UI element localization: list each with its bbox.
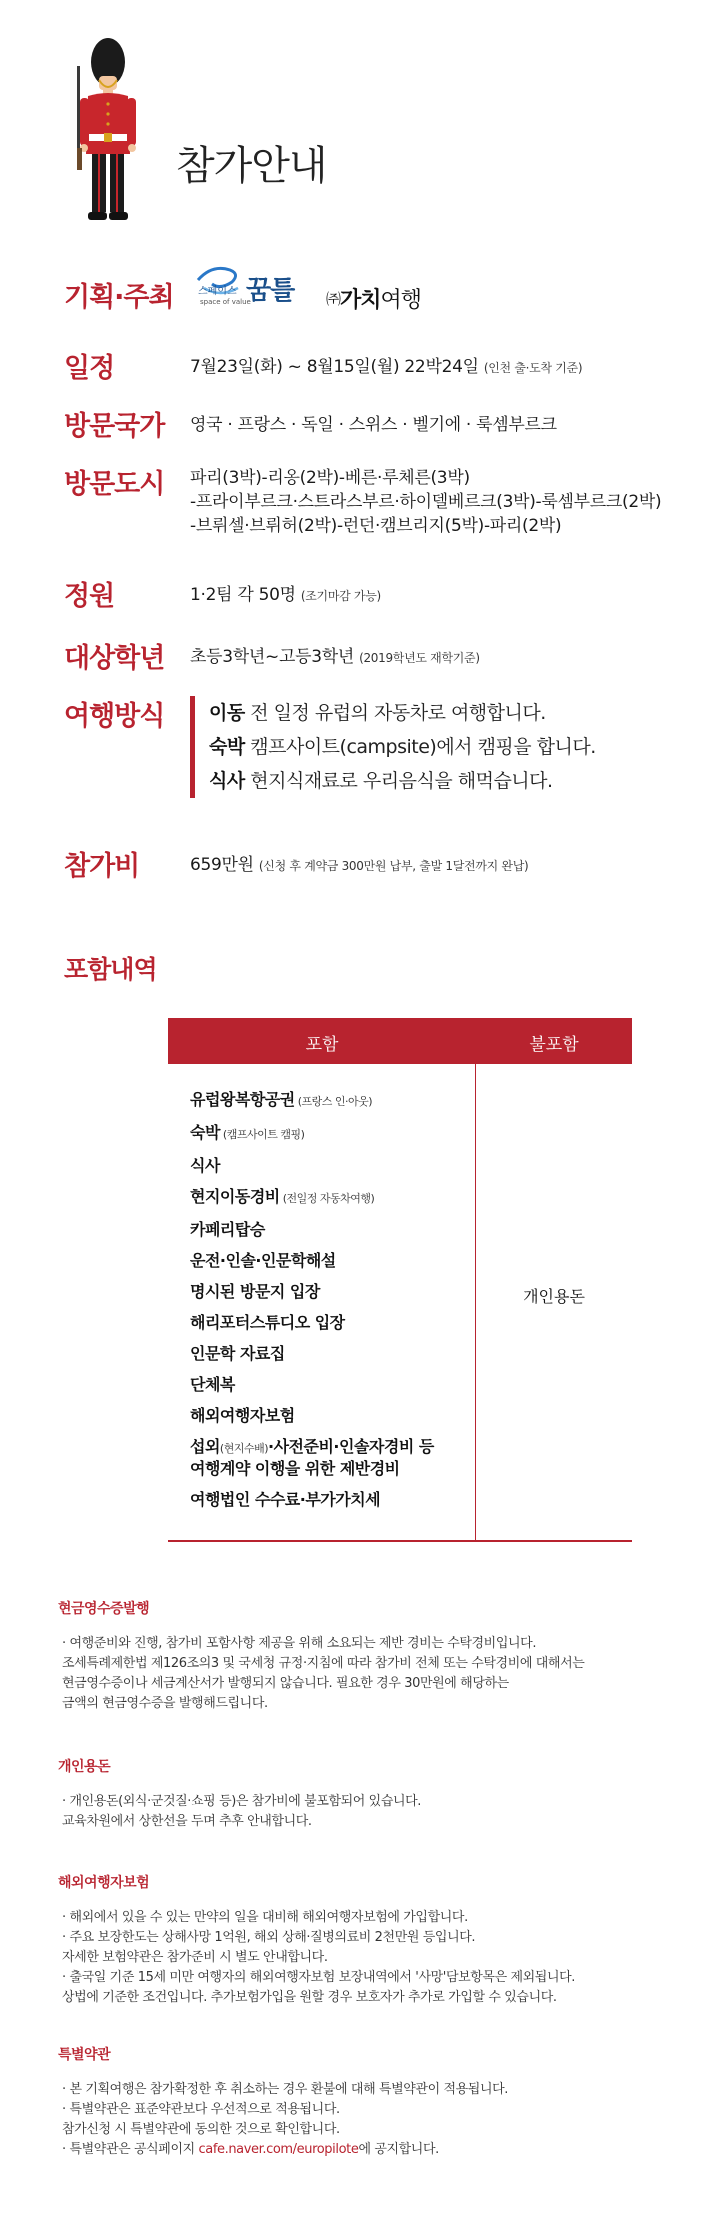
included-item: 현지이동경비 (전일정 자동차여행) (190, 1187, 375, 1206)
target-grades: 초등3학년~고등3학년 (190, 647, 354, 667)
included-item: 해리포터스튜디오 입장 (190, 1313, 345, 1332)
cities-value (190, 466, 661, 538)
note-line: 참가신청 시 특별약관에 동의한 것으로 확인합니다. (62, 2122, 340, 2137)
method-label: 여행방식 (64, 701, 165, 732)
included-item: 단체복 (190, 1375, 235, 1394)
note-line: · 본 기획여행은 참가확정한 후 취소하는 경우 환불에 대해 특별약관이 적용됩니다. (62, 2082, 509, 2097)
note-line: 조세특례제한법 제126조의3 및 국세청 규정·지침에 따라 참가비 전체 또는 수탁경비에 대해서는 (62, 1656, 585, 1671)
note-line: · 해외에서 있을 수 있는 만약의 일을 대비해 해외여행자보험에 가입합니다. (62, 1910, 468, 1925)
logo-text-brand: 꿈틀 (246, 276, 295, 306)
capacity-label: 정원 (64, 581, 115, 612)
note-line: 자세한 보험약관은 참가준비 시 별도 안내합니다. (62, 1950, 328, 1965)
organizer-label: 기획·주최 (64, 282, 174, 313)
logo-text-sub: space of value (200, 298, 251, 306)
note-title-insurance: 해외여행자보험 (58, 1875, 150, 1891)
note-line: 금액의 현금영수증을 발행해드립니다. (62, 1696, 268, 1711)
included-item: 명시된 방문지 입장 (190, 1282, 320, 1301)
gachi-travel-logo (326, 283, 421, 314)
included-item: 식사 (190, 1156, 220, 1175)
note-body-special-terms (62, 2080, 682, 2160)
method-text: 전 일정 유럽의 자동차로 여행합니다. (244, 702, 546, 724)
method-item (209, 730, 596, 764)
page-title: 참가안내 (176, 143, 327, 189)
table-bottom-border (168, 1540, 632, 1542)
capacity-value (190, 580, 381, 605)
inclusion-table (168, 1018, 632, 1542)
method-item (209, 696, 596, 730)
included-item: 여행법인 수수료·부가가치세 (190, 1490, 381, 1509)
schedule-value (190, 352, 582, 377)
capacity-number: 1·2팀 각 50명 (190, 585, 296, 605)
included-item: 운전·인솔·인문학해설 (190, 1251, 336, 1270)
header-excluded: 불포함 (529, 1035, 579, 1055)
header-included: 포함 (305, 1035, 339, 1055)
fee-label: 참가비 (64, 851, 140, 882)
schedule-dates: 7월23일(화) ~ 8월15일(월) 22박24일 (190, 357, 479, 377)
excluded-item: 개인용돈 (523, 1287, 585, 1306)
included-list (190, 1090, 470, 1521)
city-line: -브뤼셀·브뤼허(2박)-런던·캠브리지(5박)-파리(2박) (190, 516, 562, 536)
cafe-link[interactable]: cafe.naver.com/europilote (198, 2142, 359, 2157)
note-title-special-terms: 특별약관 (58, 2047, 111, 2063)
target-label: 대상학년 (64, 643, 165, 674)
cities-label: 방문도시 (64, 469, 165, 500)
fee-amount: 659만원 (190, 855, 254, 875)
included-item: 섭외(현지수배)·사전준비·인솔자경비 등 여행계약 이행을 위한 제반경비 (190, 1437, 434, 1478)
countries-value: 영국 · 프랑스 · 독일 · 스위스 · 벨기에 · 룩셈부르크 (190, 415, 557, 435)
logo2-paren: ㈜ (326, 290, 341, 308)
note-title-allowance: 개인용돈 (58, 1759, 111, 1775)
capacity-note: (조기마감 가능) (300, 589, 381, 603)
method-key: 숙박 (209, 736, 245, 758)
royal-guard-illustration (68, 36, 148, 226)
note-body-insurance (62, 1908, 682, 2008)
note-line: · 개인용돈(외식·군것질·쇼핑 등)은 참가비에 불포함되어 있습니다. (62, 1794, 422, 1809)
method-key: 이동 (209, 702, 245, 724)
method-key: 식사 (209, 770, 245, 792)
note-line: · 특별약관은 표준약관보다 우선적으로 적용됩니다. (62, 2102, 340, 2117)
city-line: -프라이부르크·스트라스부르·하이델베르크(3박)-룩셈부르크(2박) (190, 492, 662, 512)
inclusion-title: 포함내역 (64, 955, 157, 984)
note-title-receipt: 현금영수증발행 (58, 1601, 150, 1617)
note-line: 상법에 기준한 조건입니다. 추가보험가입을 원할 경우 보호자가 추가로 가입할 수 있습니다. (62, 1990, 557, 2005)
note-line: · 주요 보장한도는 상해사망 1억원, 해외 상해·질병의료비 2천만원 등입니다. (62, 1930, 476, 1945)
fee-note: (신청 후 계약금 300만원 납부, 출발 1달전까지 완납) (258, 859, 529, 873)
target-value (190, 642, 480, 667)
method-text: 캠프사이트(campsite)에서 캠핑을 합니다. (244, 736, 596, 758)
city-line: 파리(3박)-리옹(2박)-베른·루체른(3박) (190, 468, 470, 488)
space-ggumtle-logo (190, 258, 306, 314)
schedule-label: 일정 (64, 353, 115, 384)
included-item: 카페리탑승 (190, 1220, 265, 1239)
schedule-note: (인천 출·도착 기준) (483, 361, 583, 375)
included-item: 인문학 자료집 (190, 1344, 285, 1363)
included-item: 숙박 (캠프사이트 캠핑) (190, 1123, 305, 1142)
table-header (168, 1018, 632, 1064)
logo-text-main: 스페이스 (198, 286, 237, 297)
note-line: · 여행준비와 진행, 참가비 포함사항 제공을 위해 소요되는 제반 경비는 수탁경비입니다. (62, 1636, 537, 1651)
target-note: (2019학년도 재학기준) (359, 651, 480, 665)
logo2-bold: 가치 (340, 288, 381, 313)
included-item: 유럽왕복항공권 (프랑스 인·아웃) (190, 1090, 373, 1109)
countries-label: 방문국가 (64, 411, 165, 442)
fee-value (190, 850, 528, 875)
method-item (209, 764, 596, 798)
note-body-receipt (62, 1634, 682, 1714)
method-list (190, 696, 596, 798)
note-line: · 특별약관은 공식페이지 cafe.naver.com/europilote에 공지합니다. (62, 2142, 439, 2157)
note-line: 교육차원에서 상한선을 두며 추후 안내합니다. (62, 1814, 312, 1829)
note-line: · 출국일 기준 15세 미만 여행자의 해외여행자보험 보장내역에서 '사망'담보항목은 제외됩니다. (62, 1970, 575, 1985)
note-line: 현금영수증이나 세금계산서가 발행되지 않습니다. 필요한 경우 30만원에 해당하는 (62, 1676, 509, 1691)
note-body-allowance (62, 1792, 682, 1832)
method-text: 현지식재료로 우리음식을 해먹습니다. (244, 770, 553, 792)
logo2-rest: 여행 (380, 288, 422, 313)
included-item: 해외여행자보험 (190, 1406, 295, 1425)
